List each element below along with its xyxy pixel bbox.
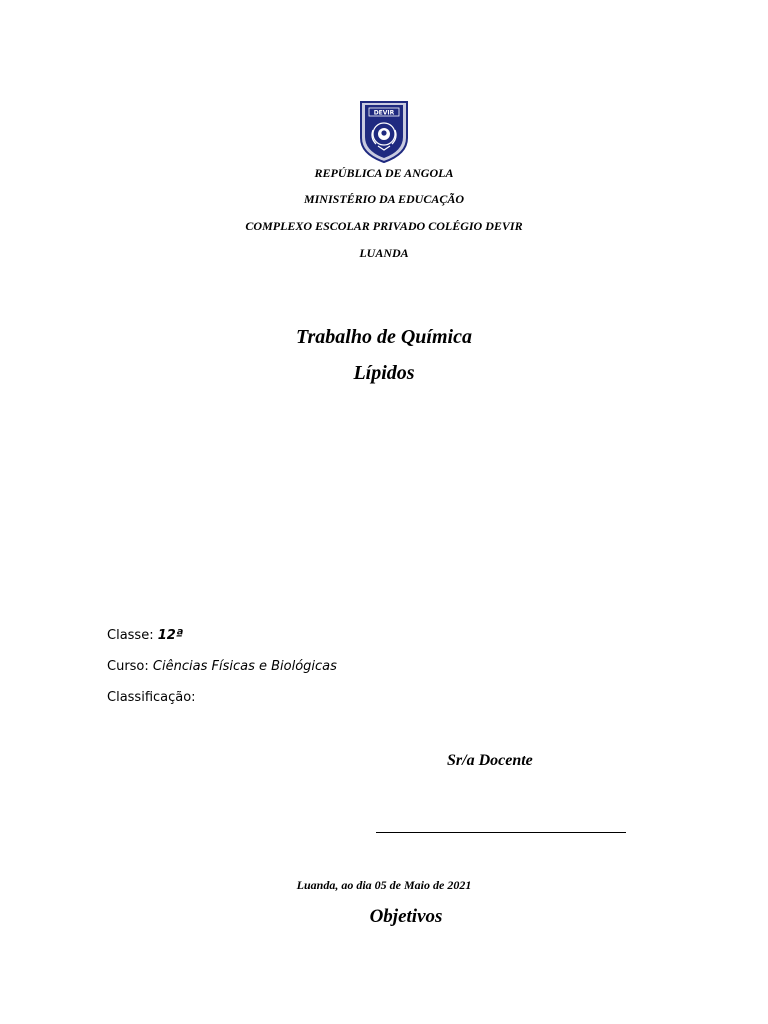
date-line: Luanda, ao dia 05 de Maio de 2021 (296, 878, 472, 892)
svg-text:DEVIR: DEVIR (373, 109, 395, 117)
document-topic: Lípidos (353, 362, 415, 384)
curso-field (107, 659, 337, 674)
objetivos-heading: Objetivos (369, 906, 443, 927)
classe-value: 12ª (157, 628, 184, 643)
classe-label: Classe: (107, 628, 154, 643)
document-title: Trabalho de Química (296, 326, 472, 348)
signature-line (376, 832, 626, 833)
classe-field (107, 628, 183, 643)
header-school: COMPLEXO ESCOLAR PRIVADO COLÉGIO DEVIR (245, 219, 523, 233)
classificacao-label: Classificação: (107, 690, 196, 705)
header-country: REPÚBLICA DE ANGOLA (314, 166, 454, 180)
curso-label: Curso: (107, 659, 149, 674)
header-city: LUANDA (359, 246, 409, 260)
header-ministry: MINISTÉRIO DA EDUCAÇÃO (303, 192, 465, 206)
school-crest-logo (359, 100, 409, 164)
curso-value: Ciências Físicas e Biológicas (152, 659, 337, 674)
docente-label: Sr/a Docente (447, 752, 533, 769)
classificacao-field (107, 690, 196, 705)
